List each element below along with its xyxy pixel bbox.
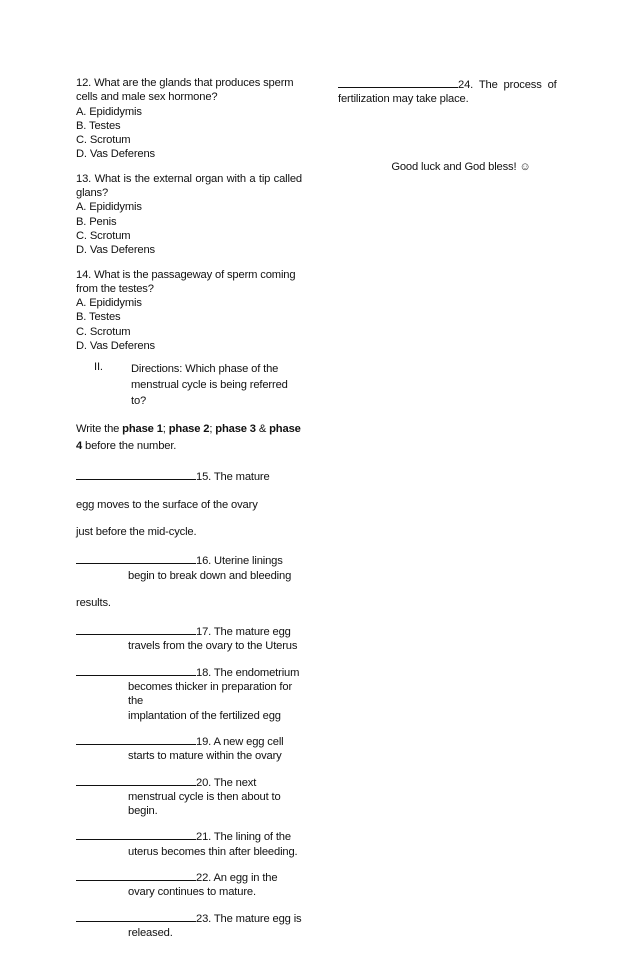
section-numeral: II. (94, 361, 103, 374)
item-15: 15. The mature egg moves to the surface of the ovary just before the mid-cycle. (76, 468, 302, 539)
question-13 (76, 172, 302, 258)
question-14 (76, 268, 302, 354)
item-22: 22. An egg in the ovary continues to mature. (76, 869, 302, 900)
left-column (76, 76, 302, 950)
answer-blank[interactable] (76, 869, 196, 881)
instruction-text: Write the phase 1; phase 2; phase 3 & phase 4 before the number. (76, 423, 301, 452)
question-text: 14. What is the passageway of sperm coming from the testes? (76, 268, 296, 295)
option-c: C. Scrotum (76, 325, 131, 338)
question-text: 12. What are the glands that produces sperm cells and male sex hormone? (76, 77, 294, 104)
answer-blank[interactable] (76, 468, 196, 480)
section-directions: Directions: Which phase of the menstrual cycle is being referred to? (131, 363, 288, 408)
item-17: 17. The mature egg travels from the ovary to the Uterus (76, 623, 302, 654)
answer-blank[interactable] (76, 664, 196, 676)
answer-blank[interactable] (338, 76, 458, 88)
item-24: 24. The process of fertilization may take place. (338, 76, 564, 107)
option-b: B. Testes (76, 311, 121, 324)
question-12 (76, 76, 302, 162)
section-heading (94, 361, 302, 409)
answer-blank[interactable] (76, 623, 196, 635)
closing-message: Good luck and God bless! ☺ (391, 160, 531, 173)
option-c: C. Scrotum (76, 229, 131, 242)
answer-blank[interactable] (76, 774, 196, 786)
option-a: A. Epididymis (76, 201, 142, 214)
item-19: 19. A new egg cell starts to mature within the ovary (76, 733, 302, 764)
answer-blank[interactable] (76, 733, 196, 745)
question-text: 13. What is the external organ with a tip called glans? (76, 172, 302, 200)
item-23: 23. The mature egg is released. (76, 910, 302, 941)
answer-blank[interactable] (76, 910, 196, 922)
option-d: D. Vas Deferens (76, 148, 155, 161)
item-16: 16. Uterine linings begin to break down and bleeding results. (76, 552, 302, 610)
item-20: 20. The next menstrual cycle is then about to begin. (76, 774, 302, 819)
option-b: B. Penis (76, 215, 117, 228)
option-a: A. Epididymis (76, 297, 142, 310)
item-21: 21. The lining of the uterus becomes thin after bleeding. (76, 828, 302, 859)
option-d: D. Vas Deferens (76, 244, 155, 257)
answer-blank[interactable] (76, 552, 196, 564)
option-d: D. Vas Deferens (76, 340, 155, 353)
answer-blank[interactable] (76, 828, 196, 840)
right-column (338, 76, 564, 174)
option-a: A. Epididymis (76, 105, 142, 118)
item-18: 18. The endometrium becomes thicker in preparation for the implantation of the fertilized egg (76, 664, 302, 723)
option-c: C. Scrotum (76, 134, 131, 147)
option-b: B. Testes (76, 119, 121, 132)
